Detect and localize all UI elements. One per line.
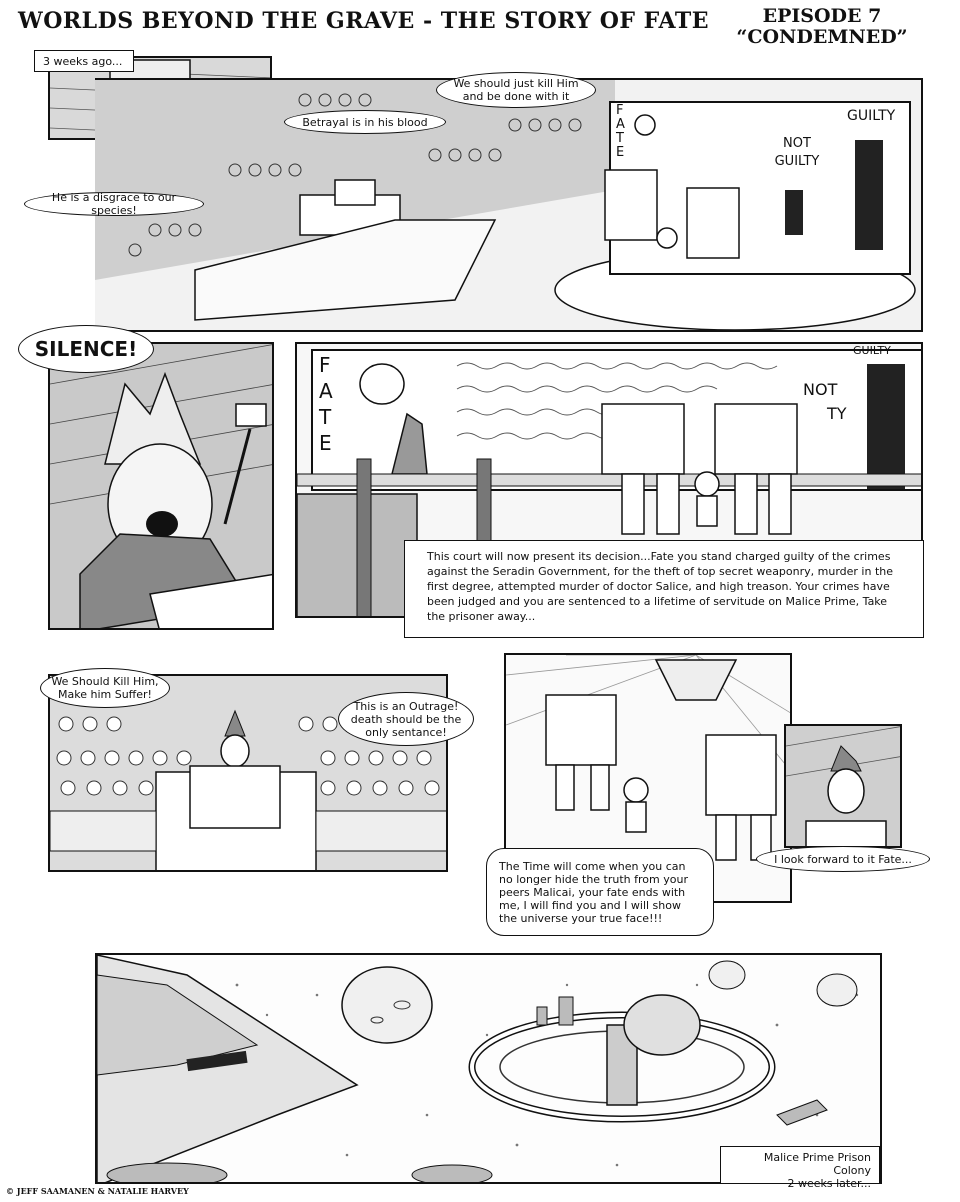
episode-number: EPISODE 7 [762,5,882,27]
board-fate: FATE [616,103,625,160]
bubble-betrayal: Betrayal is in his blood [284,110,446,134]
caption-verdict: This court will now present its decision...Fate you stand charged guilty of the crimes against the Seradin Government, for the theft of top secret weaponry, murder in the first degree, attempted murder of doctor Salice, and high treason. Your crimes have been judged and you are sentenced to a lifetime of servitude on Malice Prime, Take the prisoner away... [404,540,924,638]
episode-label [702,6,942,48]
board-not-guilty: NOT GUILTY [774,136,820,169]
caption-malice-prime-text: Malice Prime Prison Colony 2 weeks later... [763,1151,871,1190]
bubble-make-him-suffer: We Should Kill Him, Make him Suffer! [40,668,170,708]
caption-malice-prime [720,1146,880,1190]
bubble-outrage: This is an Outrage! death should be the only sentance! [338,692,474,746]
courtroom-drawing [95,80,923,332]
bubble-kill-him: We should just kill Him and be done with it [436,72,596,108]
bubble-silence: SILENCE! [18,325,154,373]
bubble-disgrace: He is a disgrace to our species! [24,192,204,216]
copyright-credit: © JEFF SAAMANEN & NATALIE HARVEY [6,1186,189,1196]
panel-judge-reply [784,724,902,848]
panel-judge-silence [48,342,274,630]
bubble-time-will-come: The Time will come when you can no longer hide the truth from your peers Malicai, your fate ends with me, I will find you and I will show the universe your true face!!! [486,848,714,936]
judge-reply-drawing [786,726,902,848]
judge-drawing [50,344,274,630]
verdict-board-not: NOT [803,380,838,399]
comic-title: WORLDS BEYOND THE GRAVE - THE STORY OF FATE [18,8,709,34]
verdict-board-fate: FATE [319,353,333,455]
episode-title: “CONDEMNED” [736,26,908,48]
caption-three-weeks-ago: 3 weeks ago... [34,50,134,72]
bubble-look-forward: I look forward to it Fate... [756,846,930,872]
panel-courtroom-gallery [95,78,923,332]
verdict-board-guilty: GUILTY [853,344,891,357]
verdict-board-ty: TY [827,404,847,423]
board-guilty: GUILTY [847,108,896,124]
